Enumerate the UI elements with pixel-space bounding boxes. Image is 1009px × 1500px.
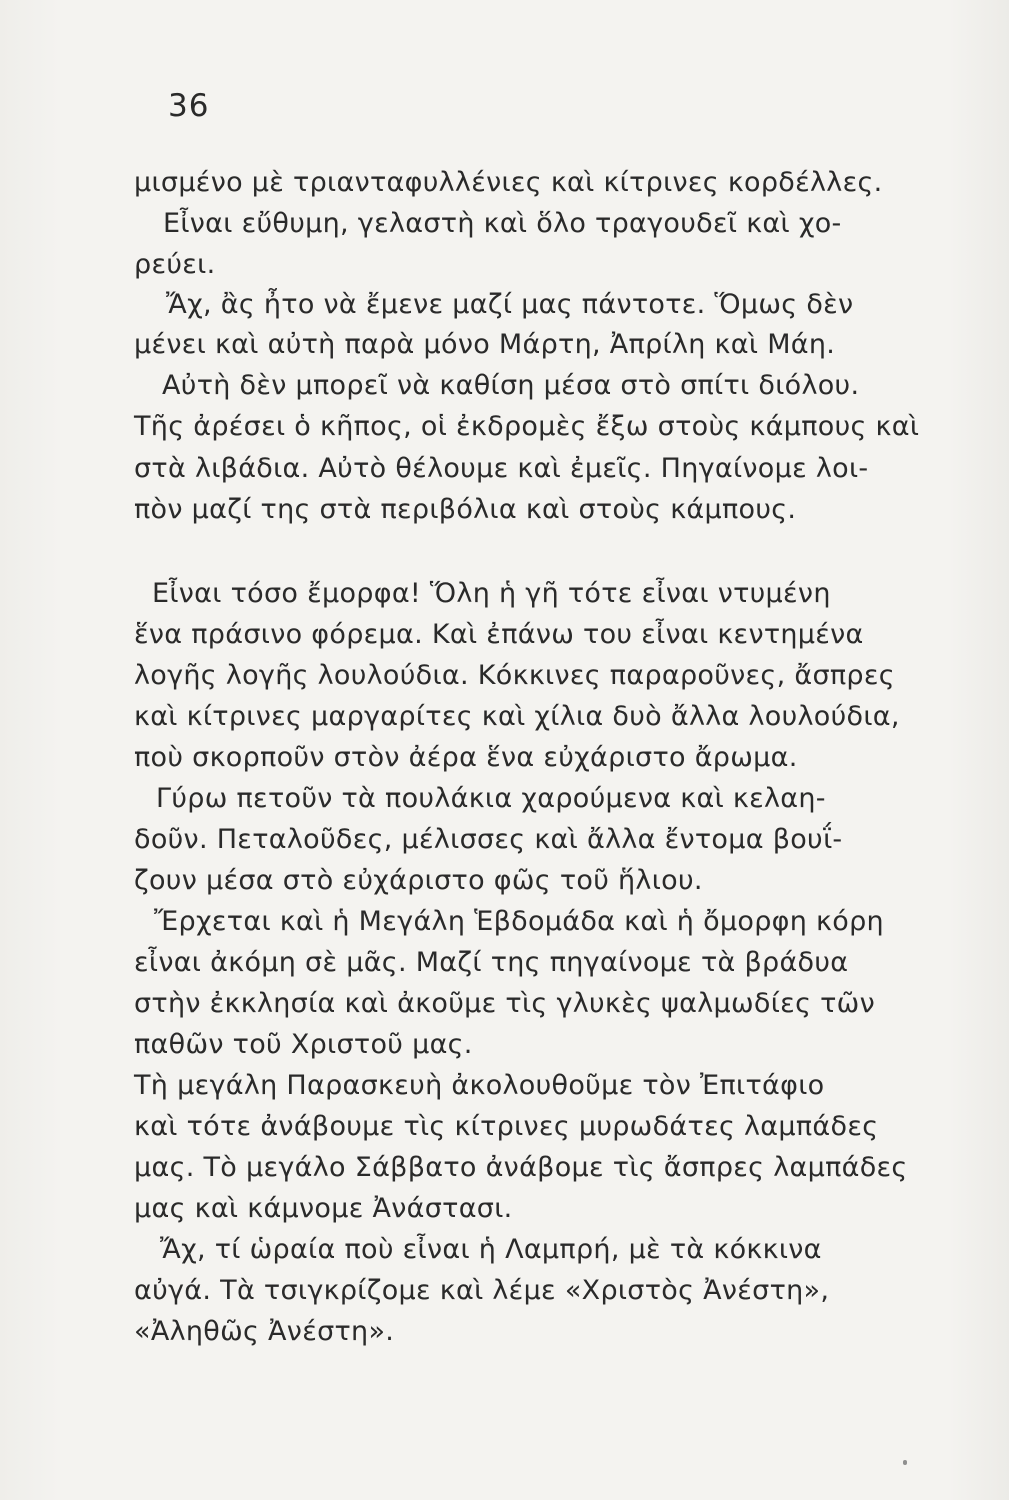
text-line: Ἄχ, ἂς ἦτο νὰ ἔμενε μαζί μας πάντοτε. Ὅμως δὲν bbox=[166, 289, 854, 320]
text-line: μας. Τὸ μεγάλο Σάββατο ἀνάβομε τὶς ἄσπρες λαμπάδες bbox=[134, 1152, 908, 1183]
text-line: καὶ τότε ἀνάβουμε τὶς κίτρινες μυρωδάτες λαμπάδες bbox=[134, 1111, 879, 1142]
text-line: ζουν μέσα στὸ εὐχάριστο φῶς τοῦ ἥλιου. bbox=[134, 865, 703, 896]
text-line: μένει καὶ αὐτὴ παρὰ μόνο Μάρτη, Ἀπρίλη καὶ Μάη. bbox=[134, 329, 836, 360]
text-line: Τὴ μεγάλη Παρασκευὴ ἀκολουθοῦμε τὸν Ἐπιτάφιο bbox=[134, 1070, 825, 1101]
text-line: Αὐτὴ δὲν μπορεῖ νὰ καθίση μέσα στὸ σπίτι διόλου. bbox=[162, 370, 860, 401]
text-line: ρεύει. bbox=[134, 249, 216, 280]
text-line: «Ἀληθῶς Ἀνέστη». bbox=[134, 1316, 395, 1347]
text-line: παθῶν τοῦ Χριστοῦ μας. bbox=[134, 1029, 473, 1060]
text-line: ἕνα πράσινο φόρεμα. Καὶ ἐπάνω του εἶναι κεντημένα bbox=[134, 619, 864, 650]
text-line: Γύρω πετοῦν τὰ πουλάκια χαρούμενα καὶ κελαη- bbox=[156, 783, 826, 814]
text-line: καὶ κίτρινες μαργαρίτες καὶ χίλια δυὸ ἄλλα λουλούδια, bbox=[134, 701, 900, 732]
text-line: Ἄχ, τί ὡραία ποὺ εἶναι ἡ Λαμπρή, μὲ τὰ κόκκινα bbox=[160, 1234, 822, 1265]
text-line: πὸν μαζί της στὰ περιβόλια καὶ στοὺς κάμπους. bbox=[134, 494, 797, 525]
text-line: στὴν ἐκκλησία καὶ ἀκοῦμε τὶς γλυκὲς ψαλμωδίες τῶν bbox=[134, 988, 875, 1019]
text-line: δοῦν. Πεταλοῦδες, μέλισσες καὶ ἄλλα ἔντομα βουΐ- bbox=[134, 824, 843, 855]
text-line: εἶναι ἀκόμη σὲ μᾶς. Μαζί της πηγαίνομε τὰ βράδυα bbox=[134, 947, 849, 978]
text-line: μισμένο μὲ τριανταφυλλένιες καὶ κίτρινες κορδέλλες. bbox=[134, 167, 883, 198]
page-number: 36 bbox=[168, 88, 210, 124]
text-line: Εἶναι τόσο ἔμορφα! Ὅλη ἡ γῆ τότε εἶναι ντυμένη bbox=[152, 578, 831, 609]
text-line: στὰ λιβάδια. Αὐτὸ θέλουμε καὶ ἐμεῖς. Πηγαίνομε λοι- bbox=[134, 453, 869, 484]
text-line: Ἔρχεται καὶ ἡ Μεγάλη Ἑβδομάδα καὶ ἡ ὄμορφη κόρη bbox=[154, 906, 884, 937]
paper-speck bbox=[903, 1460, 907, 1465]
text-line: λογῆς λογῆς λουλούδια. Κόκκινες παραροῦνες, ἄσπρες bbox=[134, 660, 895, 691]
text-line: μας καὶ κάμνομε Ἀνάστασι. bbox=[134, 1193, 513, 1224]
text-line: αὐγά. Τὰ τσιγκρίζομε καὶ λέμε «Χριστὸς Ἀνέστη», bbox=[134, 1275, 830, 1306]
text-line: ποὺ σκορποῦν στὸν ἀέρα ἕνα εὐχάριστο ἄρωμα. bbox=[134, 742, 798, 773]
text-line: Τῆς ἀρέσει ὁ κῆπος, οἱ ἐκδρομὲς ἔξω στοὺς κάμπους καὶ bbox=[134, 411, 920, 442]
text-line: Εἶναι εὔθυμη, γελαστὴ καὶ ὅλο τραγουδεῖ καὶ χο- bbox=[163, 208, 842, 239]
